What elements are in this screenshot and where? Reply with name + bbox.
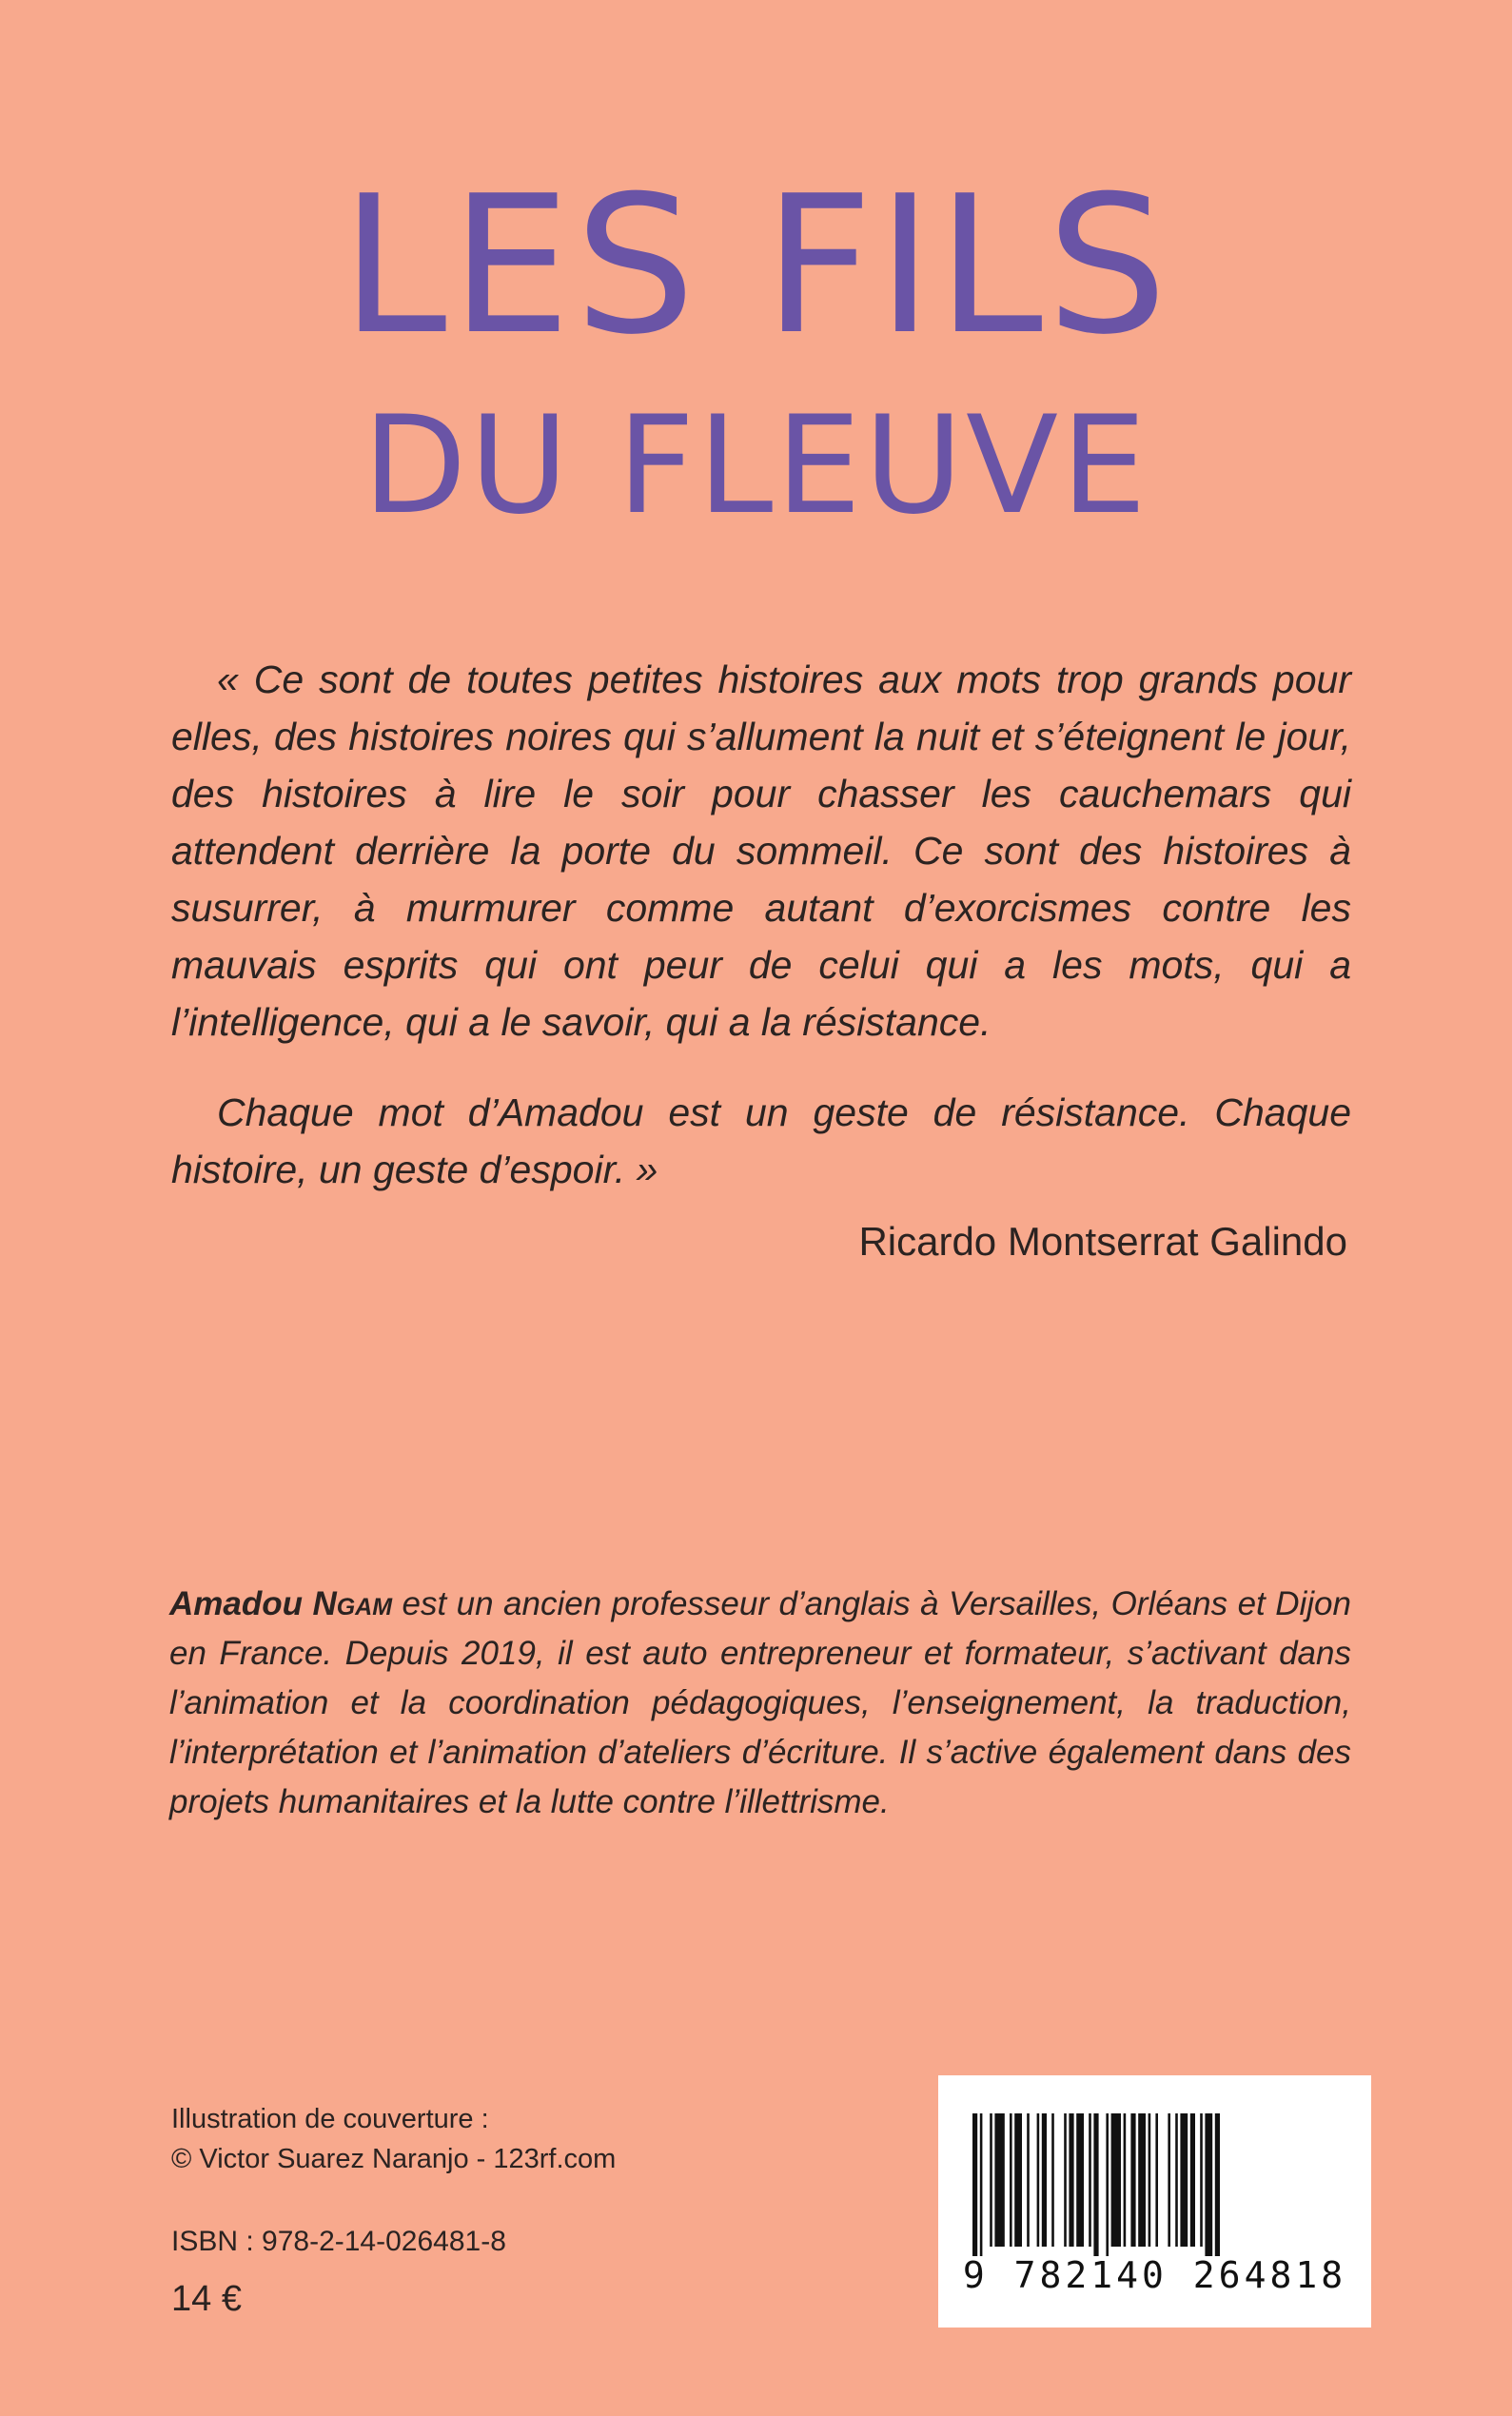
illustration-credits (171, 2099, 616, 2179)
price: 14 € (171, 2279, 242, 2319)
bio-author-last-name: Ngam (312, 1585, 393, 1622)
barcode (938, 2075, 1371, 2328)
quote-paragraph-2: Chaque mot d’Amadou est un geste de résistance. Chaque histoire, un geste d’espoir. » (171, 1090, 1351, 1191)
barcode-bar (1051, 2113, 1054, 2247)
barcode-bar (1215, 2113, 1220, 2256)
barcode-bar (1155, 2113, 1158, 2247)
barcode-bar (990, 2113, 992, 2247)
barcode-bar (1111, 2113, 1121, 2247)
barcode-bar (1042, 2113, 1047, 2247)
credits-label: Illustration de couverture : (171, 2104, 489, 2134)
barcode-bar (1149, 2113, 1151, 2247)
quote-paragraph-1: « Ce sont de toutes petites histoires aux mots trop grands pour elles, des histoires noires qui s’allument la nuit et s’éteignent le jour, des histoires à lire le soir pour chasser les cauchemars qui attendent derrière la porte du sommeil. Ce sont des histoires à susurrer, à murmurer comme autant d’exorcismes contre les mauvais esprits qui ont peur de celui qui a les mots, qui a l’intelligence, qui a le savoir, qui a la résistance. (171, 658, 1351, 1044)
barcode-bar (972, 2113, 977, 2256)
barcode-bar (980, 2113, 983, 2256)
barcode-bar (1200, 2113, 1203, 2247)
isbn: ISBN : 978-2-14-026481-8 (171, 2226, 506, 2257)
barcode-bar (1180, 2113, 1188, 2247)
barcode-bar (1069, 2113, 1073, 2247)
barcode-digits: 9 782140 264818 (962, 2254, 1347, 2296)
bio-text: est un ancien professeur d’anglais à Versailles, Orléans et Dijon en France. Depuis 2019, il est auto entrepreneur et formateur, s’activant dans l’animation et la coordination pédagogiques, l’enseignement, la traduction, l’interprétation et l’animation d’ateliers d’écriture. Il s’active également dans des projets humanitaires et la lutte contre l’illettrisme. (169, 1585, 1351, 1820)
barcode-bar (1124, 2113, 1127, 2247)
bio-author-first-name: Amadou (169, 1585, 303, 1622)
back-cover-quote (171, 651, 1351, 1198)
barcode-bar (1093, 2113, 1098, 2256)
barcode-bar (1027, 2113, 1030, 2247)
credits-value: © Victor Suarez Naranjo - 123rf.com (171, 2144, 617, 2174)
quote-author: Ricardo Montserrat Galindo (858, 1219, 1347, 1264)
barcode-bar (1064, 2113, 1067, 2247)
barcode-bar (1106, 2113, 1109, 2256)
barcode-bar (1076, 2113, 1084, 2247)
author-bio (169, 1580, 1351, 1827)
book-title-line2: DU FLEUVE (363, 387, 1149, 544)
barcode-bar (1014, 2113, 1022, 2247)
barcode-bar (1010, 2113, 1012, 2247)
barcode-bar (994, 2113, 1004, 2247)
barcode-bar (1130, 2113, 1135, 2247)
barcode-bar (1138, 2113, 1146, 2247)
barcode-bar (1037, 2113, 1040, 2247)
barcode-bar (1205, 2113, 1212, 2256)
barcode-bars (972, 2113, 1337, 2256)
book-title-line1: LES FILS (341, 155, 1171, 377)
barcode-bar (1168, 2113, 1170, 2247)
barcode-bar (1089, 2113, 1091, 2247)
barcode-bar (1190, 2113, 1195, 2247)
barcode-bar (1175, 2113, 1178, 2247)
